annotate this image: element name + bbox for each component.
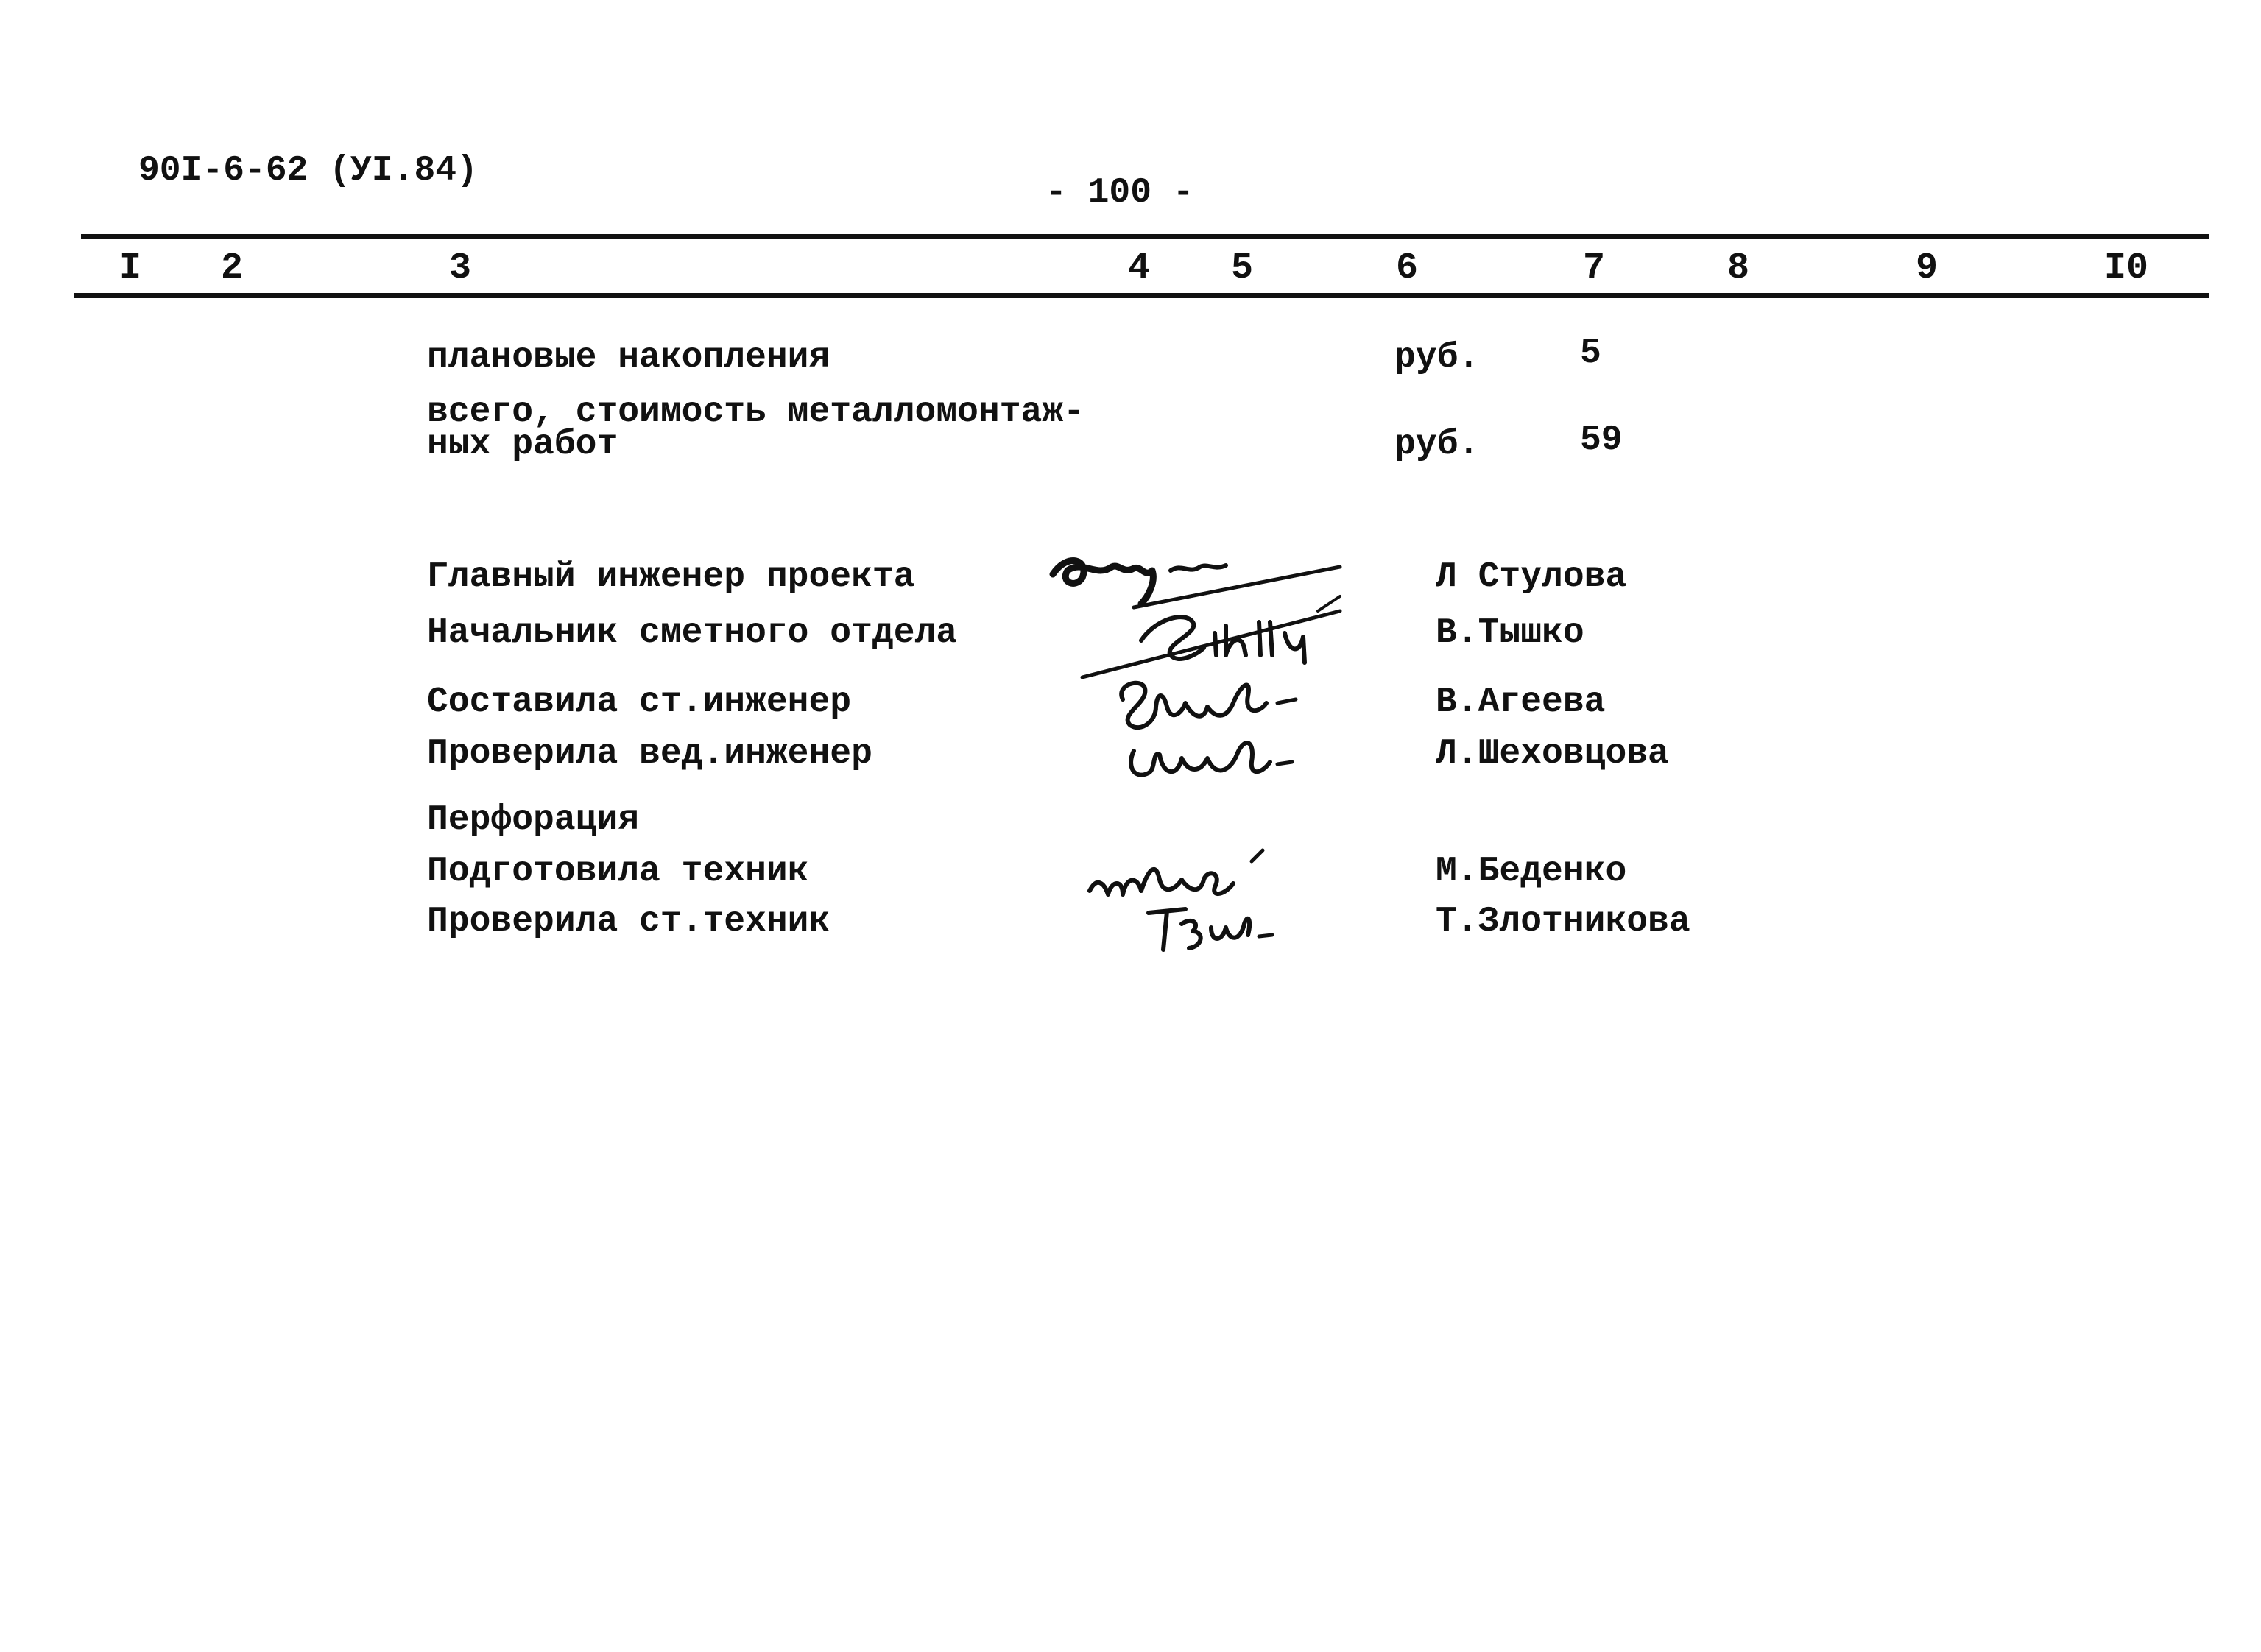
- column-number-3: 3: [449, 247, 472, 289]
- row-2-description-line2: ных работ: [427, 425, 618, 465]
- row-1-unit: руб.: [1394, 338, 1480, 378]
- column-number-7: 7: [1583, 247, 1606, 289]
- row-2-unit: руб.: [1394, 425, 1480, 465]
- role-estimate-head: Начальник сметного отдела: [427, 613, 958, 653]
- role-compiled: Составила ст.инженер: [427, 682, 852, 722]
- row-1-description: плановые накопления: [427, 338, 830, 378]
- row-2-value: 59: [1580, 420, 1623, 460]
- row-1-value: 5: [1580, 333, 1601, 373]
- column-number-9: 9: [1916, 247, 1939, 289]
- name-prepared: М.Беденко: [1436, 852, 1627, 892]
- column-number-10: I0: [2104, 247, 2149, 289]
- signature-checked-tech: [1141, 891, 1288, 957]
- row-2-description-line1: всего, стоимость металломонтаж-: [427, 392, 1084, 432]
- role-main-engineer: Главный инженер проекта: [427, 557, 915, 597]
- name-checked-tech: Т.Злотникова: [1436, 902, 1690, 942]
- role-checked-tech: Проверила ст.техник: [427, 902, 830, 942]
- column-number-8: 8: [1727, 247, 1750, 289]
- document-code: 90I-6-62 (УI.84): [138, 151, 478, 191]
- signature-checked-lead: [1119, 721, 1311, 788]
- column-number-5: 5: [1231, 247, 1254, 289]
- role-prepared: Подготовила техник: [427, 852, 809, 892]
- name-checked-lead: Л.Шеховцова: [1436, 734, 1669, 774]
- role-checked-lead: Проверила вед.инженер: [427, 734, 872, 774]
- name-compiled: В.Агеева: [1436, 682, 1606, 722]
- name-estimate-head: В.Тышко: [1436, 613, 1584, 653]
- column-number-1: I: [119, 247, 142, 289]
- top-rule: [81, 234, 2209, 239]
- name-main-engineer: Л Стулова: [1436, 557, 1627, 597]
- page-number: - 100 -: [1045, 173, 1194, 213]
- bottom-rule: [74, 293, 2209, 298]
- section-title: Перфорация: [427, 800, 640, 840]
- column-number-2: 2: [221, 247, 244, 289]
- column-number-6: 6: [1396, 247, 1419, 289]
- column-number-4: 4: [1128, 247, 1151, 289]
